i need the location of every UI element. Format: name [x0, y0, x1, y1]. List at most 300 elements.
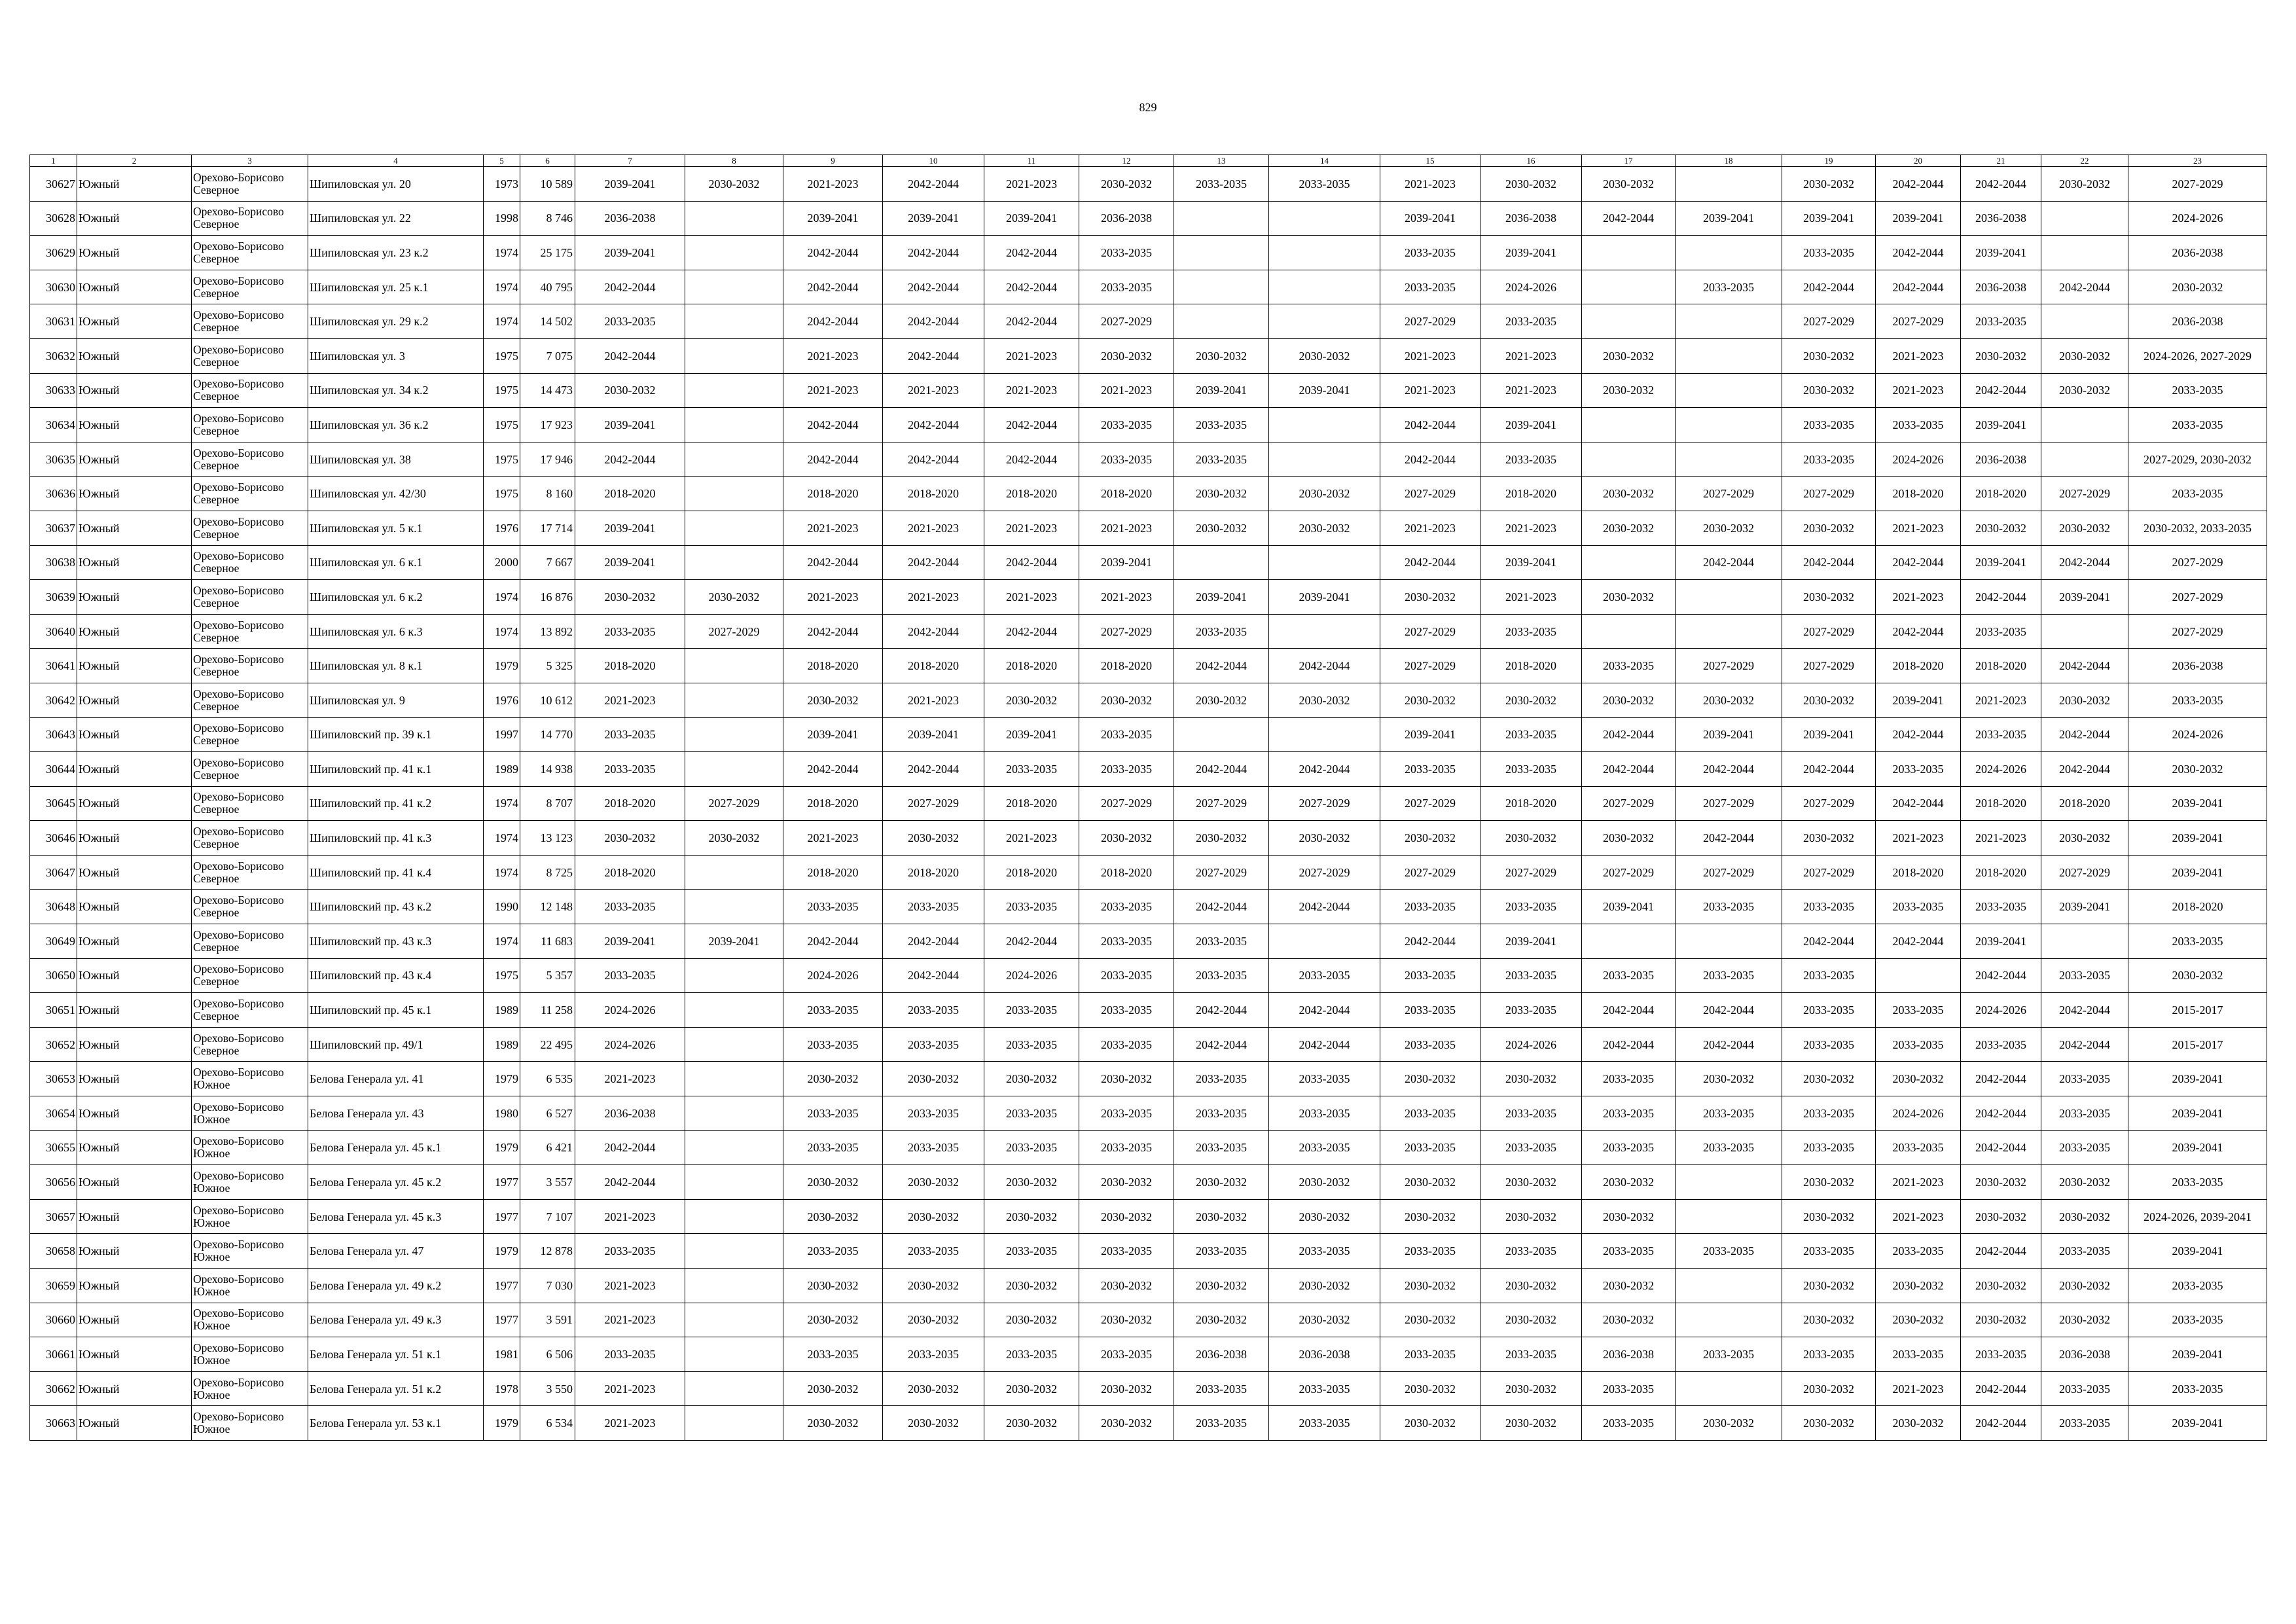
year-cell: 1979: [484, 649, 520, 683]
record-id-cell: 30642: [30, 683, 77, 717]
address-cell: Шипиловский пр. 39 к.1: [308, 717, 484, 752]
period-cell-col-8: [685, 1337, 783, 1372]
district-cell: Южный: [77, 1027, 192, 1062]
period-cell-col-22: 2033-2035: [2041, 1406, 2128, 1441]
period-cell-col-18: [1676, 1199, 1782, 1234]
period-cell-col-8: [685, 890, 783, 924]
record-id-cell: 30651: [30, 993, 77, 1028]
period-cell-col-8: [685, 1027, 783, 1062]
period-cell-col-19: 2030-2032: [1782, 167, 1876, 202]
record-id-cell: 30659: [30, 1269, 77, 1303]
period-cell-col-17: 2033-2035: [1582, 1130, 1676, 1165]
period-cell-col-8: [685, 408, 783, 442]
period-cell-col-13: 2042-2044: [1174, 993, 1269, 1028]
period-cell-col-12: 2030-2032: [1079, 1062, 1174, 1096]
period-cell-col-10: 2021-2023: [883, 683, 984, 717]
address-cell: Шипиловская ул. 6 к.1: [308, 545, 484, 580]
period-cell-col-22: 2033-2035: [2041, 1062, 2128, 1096]
period-cell-col-8: [685, 649, 783, 683]
period-cell-col-16: 2021-2023: [1480, 338, 1582, 373]
period-cell-col-21: 2030-2032: [1961, 338, 2041, 373]
record-id-cell: 30661: [30, 1337, 77, 1372]
period-cell-col-11: 2021-2023: [984, 511, 1079, 545]
period-cell-col-8: 2030-2032: [685, 580, 783, 615]
area-cell: Орехово-Борисово Северное: [192, 958, 308, 993]
period-cell-col-23: 2033-2035: [2128, 1269, 2267, 1303]
district-cell: Южный: [77, 1406, 192, 1441]
period-cell-col-13: [1174, 304, 1269, 339]
floor-area-cell: 8 746: [520, 201, 575, 236]
column-number-2: 2: [77, 155, 192, 167]
period-cell-col-16: 2033-2035: [1480, 442, 1582, 477]
period-cell-col-7: 2018-2020: [575, 477, 685, 511]
floor-area-cell: 6 421: [520, 1130, 575, 1165]
period-cell-col-12: 2018-2020: [1079, 477, 1174, 511]
record-id-cell: 30638: [30, 545, 77, 580]
period-cell-col-22: 2030-2032: [2041, 167, 2128, 202]
period-cell-col-8: [685, 236, 783, 270]
period-cell-col-10: 2039-2041: [883, 201, 984, 236]
period-cell-col-7: 2039-2041: [575, 408, 685, 442]
period-cell-col-21: 2042-2044: [1961, 1130, 2041, 1165]
period-cell-col-13: 2033-2035: [1174, 1096, 1269, 1131]
period-cell-col-12: 2036-2038: [1079, 201, 1174, 236]
period-cell-col-18: [1676, 338, 1782, 373]
period-cell-col-13: [1174, 236, 1269, 270]
period-cell-col-15: 2027-2029: [1380, 304, 1480, 339]
year-cell: 1974: [484, 924, 520, 959]
record-id-cell: 30629: [30, 236, 77, 270]
period-cell-col-22: 2042-2044: [2041, 752, 2128, 787]
period-cell-col-11: 2018-2020: [984, 786, 1079, 821]
period-cell-col-8: [685, 1303, 783, 1337]
record-id-cell: 30654: [30, 1096, 77, 1131]
area-cell: Орехово-Борисово Северное: [192, 511, 308, 545]
period-cell-col-13: 2033-2035: [1174, 924, 1269, 959]
address-cell: Белова Генерала ул. 53 к.1: [308, 1406, 484, 1441]
period-cell-col-22: 2030-2032: [2041, 511, 2128, 545]
period-cell-col-7: 2033-2035: [575, 958, 685, 993]
period-cell-col-13: 2030-2032: [1174, 1165, 1269, 1200]
period-cell-col-11: 2042-2044: [984, 270, 1079, 304]
period-cell-col-19: 2033-2035: [1782, 1130, 1876, 1165]
period-cell-col-7: 2042-2044: [575, 338, 685, 373]
record-id-cell: 30655: [30, 1130, 77, 1165]
period-cell-col-12: 2033-2035: [1079, 1096, 1174, 1131]
column-number-22: 22: [2041, 155, 2128, 167]
area-cell: Орехово-Борисово Южное: [192, 1269, 308, 1303]
period-cell-col-11: 2021-2023: [984, 580, 1079, 615]
table-row: [30, 993, 2267, 1028]
floor-area-cell: 6 506: [520, 1337, 575, 1372]
period-cell-col-16: 2024-2026: [1480, 270, 1582, 304]
year-cell: 1980: [484, 1096, 520, 1131]
period-cell-col-16: 2018-2020: [1480, 477, 1582, 511]
period-cell-col-20: 2018-2020: [1876, 855, 1961, 890]
period-cell-col-20: 2039-2041: [1876, 201, 1961, 236]
period-cell-col-14: 2030-2032: [1269, 1269, 1380, 1303]
period-cell-col-8: [685, 1371, 783, 1406]
period-cell-col-12: 2027-2029: [1079, 786, 1174, 821]
column-number-20: 20: [1876, 155, 1961, 167]
floor-area-cell: 12 878: [520, 1234, 575, 1269]
period-cell-col-8: 2027-2029: [685, 614, 783, 649]
table-row: [30, 1234, 2267, 1269]
period-cell-col-19: 2039-2041: [1782, 717, 1876, 752]
district-cell: Южный: [77, 373, 192, 408]
period-cell-col-23: 2033-2035: [2128, 1303, 2267, 1337]
record-id-cell: 30632: [30, 338, 77, 373]
period-cell-col-15: 2033-2035: [1380, 993, 1480, 1028]
period-cell-col-18: [1676, 236, 1782, 270]
period-cell-col-15: 2030-2032: [1380, 821, 1480, 856]
period-cell-col-9: 2024-2026: [783, 958, 883, 993]
district-cell: Южный: [77, 1303, 192, 1337]
period-cell-col-7: 2033-2035: [575, 304, 685, 339]
period-cell-col-23: 2039-2041: [2128, 1096, 2267, 1131]
period-cell-col-13: 2042-2044: [1174, 752, 1269, 787]
period-cell-col-20: [1876, 958, 1961, 993]
period-cell-col-21: 2042-2044: [1961, 580, 2041, 615]
period-cell-col-14: 2027-2029: [1269, 786, 1380, 821]
address-cell: Шипиловская ул. 42/30: [308, 477, 484, 511]
period-cell-col-17: 2042-2044: [1582, 717, 1676, 752]
district-cell: Южный: [77, 683, 192, 717]
record-id-cell: 30634: [30, 408, 77, 442]
period-cell-col-14: 2042-2044: [1269, 890, 1380, 924]
period-cell-col-14: 2030-2032: [1269, 477, 1380, 511]
period-cell-col-15: 2039-2041: [1380, 201, 1480, 236]
district-cell: Южный: [77, 649, 192, 683]
period-cell-col-12: 2030-2032: [1079, 1406, 1174, 1441]
page-number: 829: [1139, 101, 1157, 114]
period-cell-col-17: 2033-2035: [1582, 649, 1676, 683]
table-row: [30, 855, 2267, 890]
address-cell: Шипиловский пр. 43 к.4: [308, 958, 484, 993]
period-cell-col-19: 2033-2035: [1782, 1027, 1876, 1062]
period-cell-col-9: 2030-2032: [783, 1199, 883, 1234]
period-cell-col-19: 2030-2032: [1782, 511, 1876, 545]
year-cell: 1979: [484, 1062, 520, 1096]
column-number-16: 16: [1480, 155, 1582, 167]
period-cell-col-19: 2033-2035: [1782, 958, 1876, 993]
period-cell-col-15: 2030-2032: [1380, 580, 1480, 615]
period-cell-col-12: 2033-2035: [1079, 752, 1174, 787]
period-cell-col-10: 2030-2032: [883, 1371, 984, 1406]
period-cell-col-14: [1269, 442, 1380, 477]
period-cell-col-7: 2033-2035: [575, 1337, 685, 1372]
period-cell-col-17: 2042-2044: [1582, 752, 1676, 787]
period-cell-col-12: 2033-2035: [1079, 408, 1174, 442]
period-cell-col-17: [1582, 270, 1676, 304]
floor-area-cell: 6 527: [520, 1096, 575, 1131]
period-cell-col-20: 2033-2035: [1876, 1337, 1961, 1372]
district-cell: Южный: [77, 545, 192, 580]
year-cell: 1979: [484, 1130, 520, 1165]
period-cell-col-18: 2042-2044: [1676, 752, 1782, 787]
period-cell-col-23: 2039-2041: [2128, 1337, 2267, 1372]
period-cell-col-9: 2042-2044: [783, 408, 883, 442]
period-cell-col-22: [2041, 304, 2128, 339]
period-cell-col-23: 2024-2026, 2039-2041: [2128, 1199, 2267, 1234]
period-cell-col-11: 2021-2023: [984, 167, 1079, 202]
year-cell: 1978: [484, 1371, 520, 1406]
period-cell-col-20: 2033-2035: [1876, 1027, 1961, 1062]
period-cell-col-8: [685, 752, 783, 787]
period-cell-col-9: 2021-2023: [783, 338, 883, 373]
table-row: [30, 304, 2267, 339]
period-cell-col-9: 2042-2044: [783, 614, 883, 649]
period-cell-col-23: 2027-2029: [2128, 545, 2267, 580]
area-cell: Орехово-Борисово Южное: [192, 1371, 308, 1406]
table-row: [30, 683, 2267, 717]
period-cell-col-17: 2027-2029: [1582, 786, 1676, 821]
period-cell-col-22: 2030-2032: [2041, 1165, 2128, 1200]
record-id-cell: 30657: [30, 1199, 77, 1234]
period-cell-col-7: 2018-2020: [575, 855, 685, 890]
period-cell-col-7: 2030-2032: [575, 373, 685, 408]
district-cell: Южный: [77, 1269, 192, 1303]
record-id-cell: 30640: [30, 614, 77, 649]
period-cell-col-19: 2030-2032: [1782, 821, 1876, 856]
period-cell-col-8: 2030-2032: [685, 167, 783, 202]
year-cell: 1977: [484, 1165, 520, 1200]
floor-area-cell: 8 707: [520, 786, 575, 821]
floor-area-cell: 7 075: [520, 338, 575, 373]
period-cell-col-10: 2030-2032: [883, 1406, 984, 1441]
period-cell-col-13: 2030-2032: [1174, 1303, 1269, 1337]
period-cell-col-20: 2021-2023: [1876, 821, 1961, 856]
period-cell-col-12: 2027-2029: [1079, 614, 1174, 649]
period-cell-col-9: 2021-2023: [783, 511, 883, 545]
period-cell-col-10: 2042-2044: [883, 752, 984, 787]
period-cell-col-20: 2042-2044: [1876, 545, 1961, 580]
period-cell-col-20: 2042-2044: [1876, 924, 1961, 959]
period-cell-col-21: 2033-2035: [1961, 1337, 2041, 1372]
table-row: [30, 1027, 2267, 1062]
period-cell-col-11: 2030-2032: [984, 1165, 1079, 1200]
period-cell-col-18: [1676, 408, 1782, 442]
period-cell-col-14: 2030-2032: [1269, 511, 1380, 545]
area-cell: Орехово-Борисово Северное: [192, 373, 308, 408]
period-cell-col-22: 2042-2044: [2041, 649, 2128, 683]
period-cell-col-21: 2021-2023: [1961, 683, 2041, 717]
table-row: [30, 236, 2267, 270]
period-cell-col-11: 2018-2020: [984, 855, 1079, 890]
period-cell-col-21: 2030-2032: [1961, 1199, 2041, 1234]
period-cell-col-11: 2021-2023: [984, 821, 1079, 856]
period-cell-col-11: 2033-2035: [984, 752, 1079, 787]
period-cell-col-20: 2033-2035: [1876, 1130, 1961, 1165]
record-id-cell: 30631: [30, 304, 77, 339]
period-cell-col-17: 2033-2035: [1582, 1096, 1676, 1131]
area-cell: Орехово-Борисово Северное: [192, 821, 308, 856]
period-cell-col-21: 2021-2023: [1961, 821, 2041, 856]
area-cell: Орехово-Борисово Северное: [192, 545, 308, 580]
period-cell-col-8: [685, 1096, 783, 1131]
period-cell-col-23: 2033-2035: [2128, 1371, 2267, 1406]
period-cell-col-9: 2042-2044: [783, 270, 883, 304]
period-cell-col-11: 2024-2026: [984, 958, 1079, 993]
period-cell-col-7: 2021-2023: [575, 1303, 685, 1337]
period-cell-col-22: 2030-2032: [2041, 338, 2128, 373]
period-cell-col-12: 2030-2032: [1079, 821, 1174, 856]
record-id-cell: 30637: [30, 511, 77, 545]
period-cell-col-9: 2042-2044: [783, 545, 883, 580]
address-cell: Белова Генерала ул. 49 к.2: [308, 1269, 484, 1303]
period-cell-col-7: 2024-2026: [575, 993, 685, 1028]
period-cell-col-15: 2042-2044: [1380, 924, 1480, 959]
period-cell-col-13: 2027-2029: [1174, 786, 1269, 821]
period-cell-col-18: 2027-2029: [1676, 855, 1782, 890]
period-cell-col-19: 2027-2029: [1782, 614, 1876, 649]
area-cell: Орехово-Борисово Северное: [192, 408, 308, 442]
period-cell-col-9: 2033-2035: [783, 1234, 883, 1269]
period-cell-col-20: 2042-2044: [1876, 614, 1961, 649]
period-cell-col-22: 2033-2035: [2041, 1096, 2128, 1131]
period-cell-col-19: 2030-2032: [1782, 1303, 1876, 1337]
record-id-cell: 30658: [30, 1234, 77, 1269]
period-cell-col-11: 2042-2044: [984, 924, 1079, 959]
period-cell-col-7: 2042-2044: [575, 270, 685, 304]
floor-area-cell: 12 148: [520, 890, 575, 924]
period-cell-col-15: 2027-2029: [1380, 855, 1480, 890]
address-cell: Шипиловская ул. 9: [308, 683, 484, 717]
period-cell-col-14: 2033-2035: [1269, 1234, 1380, 1269]
period-cell-col-15: 2033-2035: [1380, 1027, 1480, 1062]
address-cell: Шипиловский пр. 43 к.2: [308, 890, 484, 924]
period-cell-col-21: 2042-2044: [1961, 167, 2041, 202]
period-cell-col-19: 2027-2029: [1782, 649, 1876, 683]
district-cell: Южный: [77, 201, 192, 236]
period-cell-col-19: 2030-2032: [1782, 1406, 1876, 1441]
area-cell: Орехово-Борисово Северное: [192, 752, 308, 787]
period-cell-col-14: 2033-2035: [1269, 1062, 1380, 1096]
floor-area-cell: 5 325: [520, 649, 575, 683]
period-cell-col-18: 2030-2032: [1676, 683, 1782, 717]
period-cell-col-8: [685, 683, 783, 717]
period-cell-col-12: 2030-2032: [1079, 1269, 1174, 1303]
area-cell: Орехово-Борисово Северное: [192, 1027, 308, 1062]
period-cell-col-18: 2033-2035: [1676, 1337, 1782, 1372]
record-id-cell: 30648: [30, 890, 77, 924]
period-cell-col-8: [685, 338, 783, 373]
period-cell-col-11: 2042-2044: [984, 236, 1079, 270]
period-cell-col-18: 2042-2044: [1676, 545, 1782, 580]
period-cell-col-18: [1676, 1269, 1782, 1303]
period-cell-col-8: [685, 1062, 783, 1096]
period-cell-col-12: 2030-2032: [1079, 683, 1174, 717]
period-cell-col-9: 2042-2044: [783, 304, 883, 339]
period-cell-col-18: 2027-2029: [1676, 786, 1782, 821]
period-cell-col-10: 2042-2044: [883, 236, 984, 270]
address-cell: Белова Генерала ул. 49 к.3: [308, 1303, 484, 1337]
period-cell-col-20: 2030-2032: [1876, 1269, 1961, 1303]
period-cell-col-13: 2033-2035: [1174, 167, 1269, 202]
period-cell-col-17: 2042-2044: [1582, 1027, 1676, 1062]
period-cell-col-12: 2030-2032: [1079, 167, 1174, 202]
period-cell-col-7: 2021-2023: [575, 1062, 685, 1096]
period-cell-col-10: 2042-2044: [883, 958, 984, 993]
column-number-17: 17: [1582, 155, 1676, 167]
year-cell: 1998: [484, 201, 520, 236]
period-cell-col-14: 2042-2044: [1269, 1027, 1380, 1062]
period-cell-col-16: 2030-2032: [1480, 167, 1582, 202]
period-cell-col-11: 2030-2032: [984, 683, 1079, 717]
period-cell-col-21: 2039-2041: [1961, 408, 2041, 442]
period-cell-col-8: 2027-2029: [685, 786, 783, 821]
period-cell-col-9: 2033-2035: [783, 1027, 883, 1062]
period-cell-col-7: 2033-2035: [575, 614, 685, 649]
period-cell-col-23: 2027-2029: [2128, 167, 2267, 202]
period-cell-col-13: 2033-2035: [1174, 958, 1269, 993]
period-cell-col-16: 2027-2029: [1480, 855, 1582, 890]
period-cell-col-7: 2039-2041: [575, 236, 685, 270]
period-cell-col-21: 2042-2044: [1961, 1062, 2041, 1096]
period-cell-col-14: [1269, 545, 1380, 580]
district-cell: Южный: [77, 270, 192, 304]
address-cell: Шипиловская ул. 34 к.2: [308, 373, 484, 408]
period-cell-col-23: 2039-2041: [2128, 855, 2267, 890]
period-cell-col-16: 2033-2035: [1480, 1337, 1582, 1372]
district-cell: Южный: [77, 614, 192, 649]
period-cell-col-23: 2027-2029, 2030-2032: [2128, 442, 2267, 477]
table-row: [30, 1130, 2267, 1165]
period-cell-col-21: 2042-2044: [1961, 1406, 2041, 1441]
period-cell-col-10: 2030-2032: [883, 1303, 984, 1337]
address-cell: Белова Генерала ул. 45 к.1: [308, 1130, 484, 1165]
address-cell: Белова Генерала ул. 51 к.1: [308, 1337, 484, 1372]
record-id-cell: 30630: [30, 270, 77, 304]
period-cell-col-13: [1174, 270, 1269, 304]
period-cell-col-22: 2042-2044: [2041, 270, 2128, 304]
period-cell-col-11: 2042-2044: [984, 614, 1079, 649]
period-cell-col-22: 2018-2020: [2041, 786, 2128, 821]
period-cell-col-20: 2042-2044: [1876, 717, 1961, 752]
area-cell: Орехово-Борисово Северное: [192, 338, 308, 373]
period-cell-col-22: 2030-2032: [2041, 373, 2128, 408]
period-cell-col-18: [1676, 304, 1782, 339]
period-cell-col-11: 2033-2035: [984, 1337, 1079, 1372]
year-cell: 1973: [484, 167, 520, 202]
period-cell-col-20: 2018-2020: [1876, 649, 1961, 683]
period-cell-col-20: 2021-2023: [1876, 373, 1961, 408]
floor-area-cell: 16 876: [520, 580, 575, 615]
district-cell: Южный: [77, 1062, 192, 1096]
period-cell-col-13: 2030-2032: [1174, 477, 1269, 511]
period-cell-col-16: 2030-2032: [1480, 1165, 1582, 1200]
district-cell: Южный: [77, 236, 192, 270]
period-cell-col-14: 2027-2029: [1269, 855, 1380, 890]
period-cell-col-14: 2033-2035: [1269, 958, 1380, 993]
period-cell-col-12: 2018-2020: [1079, 855, 1174, 890]
period-cell-col-7: 2030-2032: [575, 580, 685, 615]
period-cell-col-23: 2015-2017: [2128, 993, 2267, 1028]
period-cell-col-10: 2042-2044: [883, 442, 984, 477]
period-cell-col-10: 2033-2035: [883, 993, 984, 1028]
period-cell-col-15: 2021-2023: [1380, 373, 1480, 408]
period-cell-col-9: 2033-2035: [783, 993, 883, 1028]
table-row: [30, 1303, 2267, 1337]
period-cell-col-22: 2042-2044: [2041, 717, 2128, 752]
period-cell-col-12: 2033-2035: [1079, 993, 1174, 1028]
period-cell-col-17: [1582, 614, 1676, 649]
year-cell: 1990: [484, 890, 520, 924]
period-cell-col-8: [685, 442, 783, 477]
period-cell-col-7: 2021-2023: [575, 1371, 685, 1406]
period-cell-col-11: 2030-2032: [984, 1199, 1079, 1234]
address-cell: Белова Генерала ул. 45 к.2: [308, 1165, 484, 1200]
